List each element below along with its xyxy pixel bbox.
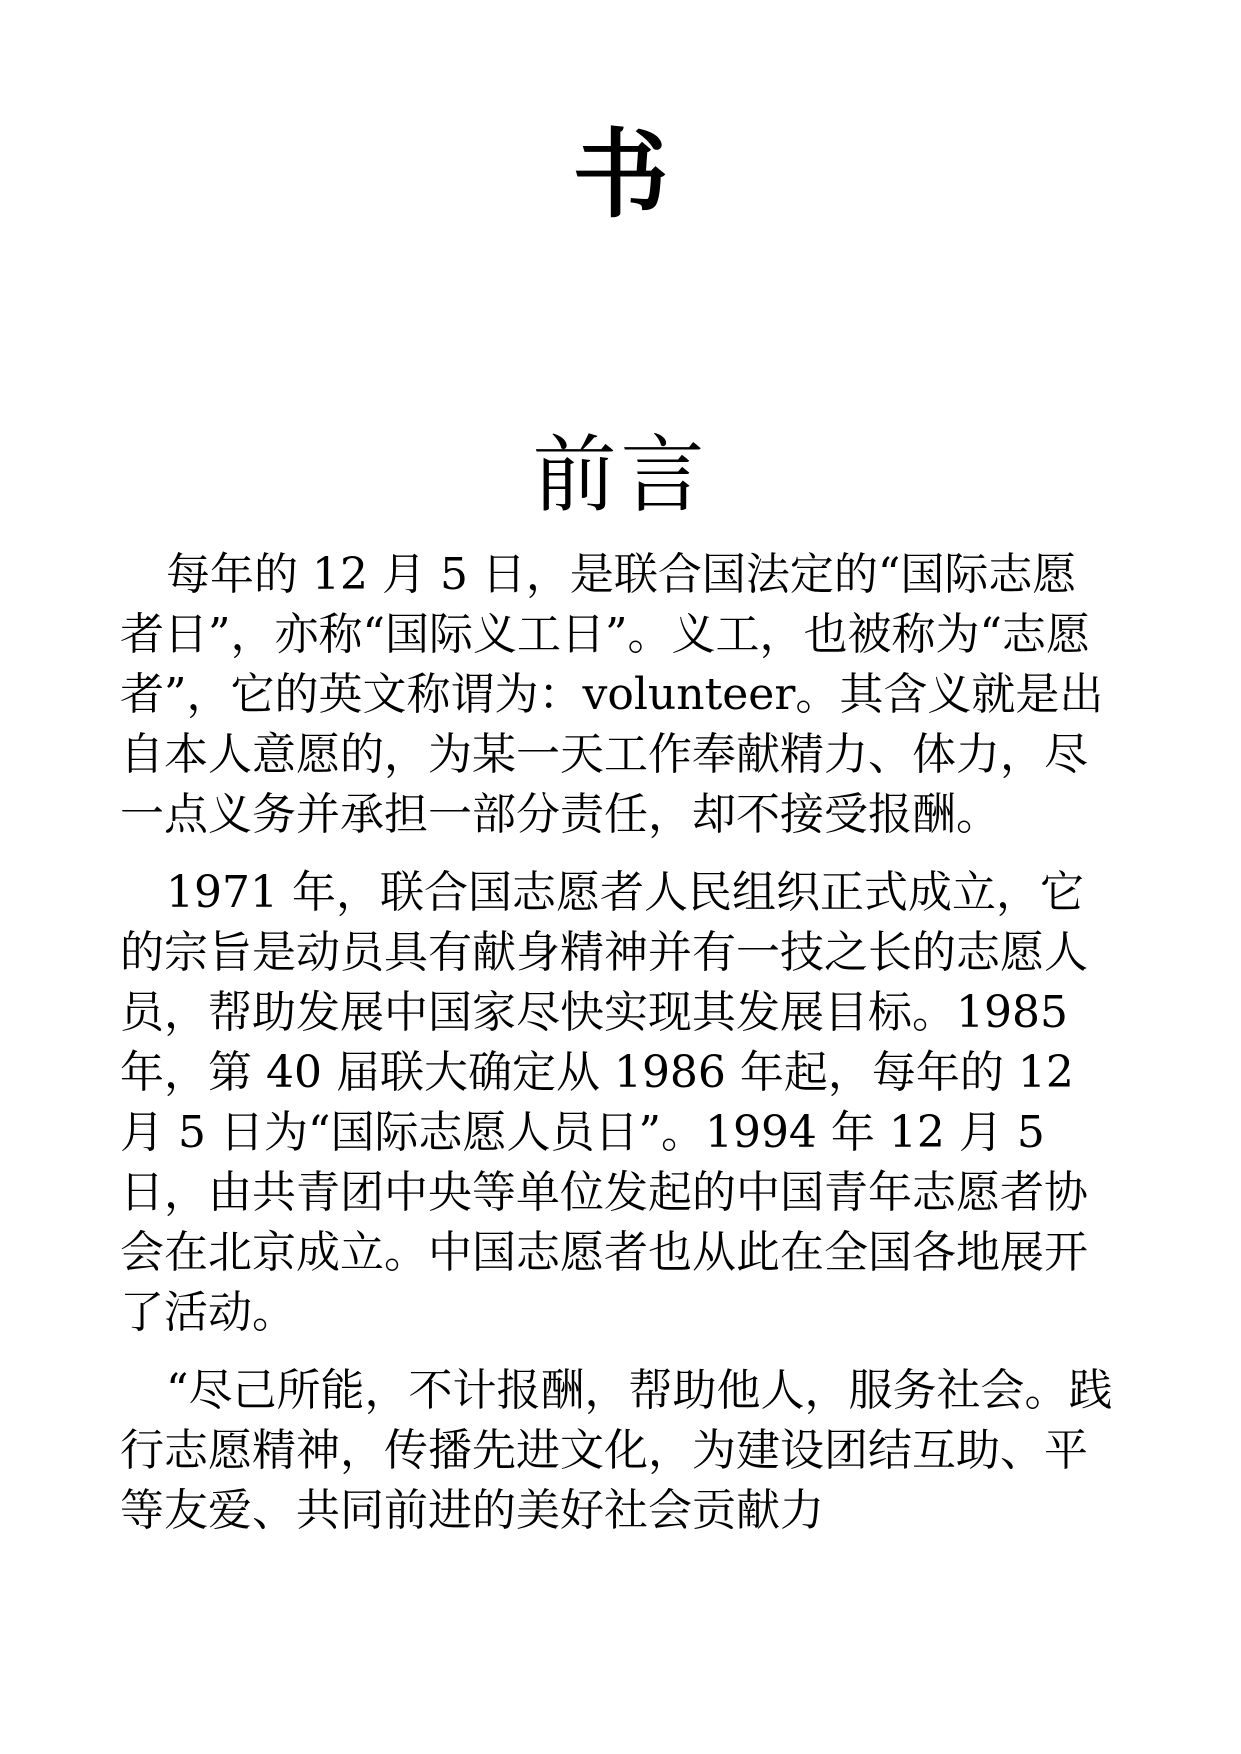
header-character: 书 (572, 118, 669, 231)
paragraph: “尽己所能，不计报酬，帮助他人，服务社会。践行志愿精神，传播先进文化，为建设团结互助、平等友爱、共同前进的美好社会贡献力 (120, 1365, 1113, 1536)
paragraph: 每年的 12 月 5 日，是联合国法定的“国际志愿者日”，亦称“国际义工日”。义工，也被称为“志愿者”，它的英文称谓为：volunteer。其含义就是出自本人意愿的，为某一天工作奉献精力、体力，尽一点义务并承担一部分责任，却不接受报酬。 (120, 549, 1104, 840)
body-text (120, 545, 1120, 1559)
paragraph: 1971 年，联合国志愿者人民组织正式成立，它的宗旨是动员具有献身精神并有一技之长的志愿人员，帮助发展中国家尽快实现其发展目标。1985 年，第 40 届联大确定从 1986 年起，每年的 12 月 5 日为“国际志愿人员日”。1994 年 12 月 5 日，由共青团中央等单位发起的中国青年志愿者协会在北京成立。中国志愿者也从此在全国各地展开了活动。 (120, 867, 1088, 1338)
section-title: 前言 (532, 426, 709, 524)
